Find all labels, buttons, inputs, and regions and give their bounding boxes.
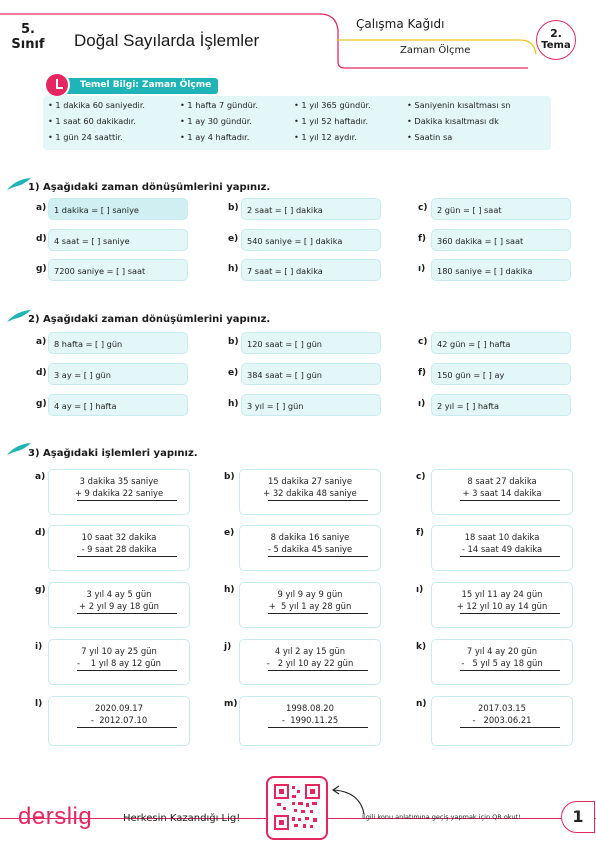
difference-line — [460, 556, 560, 557]
item-label: f) — [416, 528, 425, 538]
conversion-field[interactable]: 7 saat = [ ] dakika — [241, 259, 381, 281]
item-label: k) — [416, 642, 427, 652]
item-label: h) — [224, 585, 235, 595]
item-label: c) — [416, 472, 426, 482]
conversion-field[interactable]: 8 hafta = [ ] gün — [48, 332, 188, 354]
conversion-field[interactable]: 42 gün = [ ] hafta — [431, 332, 571, 354]
operation-box[interactable] — [431, 525, 573, 571]
item-label: d) — [36, 234, 47, 244]
conversion-field[interactable]: 540 saniye = [ ] dakika — [241, 229, 381, 251]
operation-box[interactable] — [48, 696, 190, 746]
operation-box[interactable] — [431, 582, 573, 628]
item-label: ı) — [418, 399, 426, 409]
difference-line — [268, 670, 368, 671]
operand-bottom: - 5 dakika 45 saniye — [267, 544, 353, 554]
conversion-field[interactable]: 120 saat = [ ] gün — [241, 332, 381, 354]
operand-bottom: - 5 yıl 5 ay 18 gün — [461, 658, 543, 668]
operation-box[interactable] — [239, 469, 381, 515]
operation-box[interactable] — [431, 469, 573, 515]
operand-top: 10 saat 32 dakika — [81, 532, 157, 542]
item-label: g) — [36, 264, 47, 274]
item-label: b) — [224, 472, 235, 482]
info-item: • 1 ay 30 gündür. — [180, 116, 252, 126]
sum-line — [77, 500, 177, 501]
clock-icon — [44, 72, 70, 98]
operation-box[interactable] — [431, 696, 573, 746]
item-label: m) — [224, 699, 238, 709]
operand-bottom: - 1 yıl 8 ay 12 gün — [77, 658, 161, 668]
item-label: i) — [35, 642, 43, 652]
topic-label: Zaman Ölçme — [400, 45, 471, 56]
operand-top: 7 yıl 4 ay 20 gün — [466, 646, 538, 656]
conversion-field[interactable]: 2 yıl = [ ] hafta — [431, 394, 571, 416]
difference-line — [77, 670, 177, 671]
operand-bottom: + 9 dakika 22 saniye — [74, 488, 164, 498]
operand-bottom: + 32 dakika 48 saniye — [263, 488, 357, 498]
operand-bottom: - 2012.07.10 — [90, 715, 148, 725]
item-label: e) — [228, 234, 239, 244]
operand-top: 8 saat 27 dakika — [467, 476, 537, 486]
operand-top: 1998.08.20 — [286, 703, 334, 713]
operation-box[interactable] — [431, 639, 573, 685]
sum-line — [460, 613, 560, 614]
tema-badge — [536, 20, 576, 60]
item-label: n) — [416, 699, 427, 709]
conversion-field[interactable]: 1 dakika = [ ] saniye — [48, 198, 188, 220]
operation-box[interactable] — [48, 639, 190, 685]
operation-box[interactable] — [48, 525, 190, 571]
conversion-field[interactable]: 180 saniye = [ ] dakika — [431, 259, 571, 281]
section1-title: 1) Aşağıdaki zaman dönüşümlerini yapınız. — [28, 182, 271, 193]
qr-code[interactable] — [266, 776, 328, 840]
conversion-field[interactable]: 3 yıl = [ ] gün — [241, 394, 381, 416]
operand-bottom: - 9 saat 28 dakika — [81, 544, 157, 554]
info-item: • 1 hafta 7 gündür. — [180, 100, 259, 110]
worksheet-label: Çalışma Kağıdı — [356, 17, 445, 31]
operand-bottom: + 3 saat 14 dakika — [462, 488, 542, 498]
operand-top: 3 dakika 35 saniye — [79, 476, 159, 486]
item-label: f) — [418, 234, 427, 244]
operand-top: 4 yıl 2 ay 15 gün — [274, 646, 346, 656]
item-label: a) — [36, 337, 47, 347]
tema-word: Tema — [541, 40, 571, 51]
item-label: h) — [228, 399, 239, 409]
operation-box[interactable] — [239, 696, 381, 746]
info-heading: Temel Bilgi: Zaman Ölçme — [58, 78, 218, 94]
section3-title: 3) Aşağıdaki işlemleri yapınız. — [28, 448, 198, 459]
operand-bottom: - 2003.06.21 — [472, 715, 532, 725]
operand-top: 15 dakika 27 saniye — [268, 476, 352, 486]
difference-line — [77, 556, 177, 557]
info-item: • 1 ay 4 haftadır. — [180, 132, 250, 142]
grade-number: 5. — [21, 22, 35, 37]
item-label: a) — [35, 472, 46, 482]
qr-note: İlgili konu anlatımına geçiş yapmak için QR okut! — [362, 813, 521, 821]
item-label: d) — [36, 368, 47, 378]
operation-box[interactable] — [48, 582, 190, 628]
info-item: • 1 yıl 52 haftadır. — [294, 116, 369, 126]
conversion-field[interactable]: 4 ay = [ ] hafta — [48, 394, 188, 416]
item-label: c) — [418, 337, 428, 347]
operand-top: 8 dakika 16 saniye — [270, 532, 350, 542]
info-box — [43, 96, 551, 150]
item-label: g) — [36, 399, 47, 409]
info-item: • 1 gün 24 saattir. — [48, 132, 123, 142]
arrow-icon — [330, 784, 366, 816]
info-item: • 1 yıl 12 aydır. — [294, 132, 357, 142]
operand-top: 18 saat 10 dakika — [464, 532, 540, 542]
brand-logo: derslig — [18, 803, 93, 830]
qr-code-icon — [268, 778, 326, 838]
operand-top: 15 yıl 11 ay 24 gün — [461, 589, 543, 599]
sum-line — [268, 613, 368, 614]
conversion-field[interactable]: 4 saat = [ ] saniye — [48, 229, 188, 251]
conversion-field[interactable]: 2 saat = [ ] dakika — [241, 198, 381, 220]
section2-title: 2) Aşağıdaki zaman dönüşümlerini yapınız. — [28, 314, 271, 325]
operand-top: 2020.09.17 — [95, 703, 143, 713]
info-item: • 1 dakika 60 saniyedir. — [48, 100, 146, 110]
difference-line — [460, 670, 560, 671]
operand-top: 2017.03.15 — [478, 703, 526, 713]
tema-number: 2. — [550, 27, 562, 40]
operand-bottom: - 1990.11.25 — [281, 715, 339, 725]
operand-bottom: + 12 yıl 10 ay 14 gün — [456, 601, 548, 611]
page-number: 1 — [561, 801, 595, 833]
item-label: g) — [35, 585, 46, 595]
grade-word: Sınıf — [11, 37, 45, 52]
operand-bottom: + 5 yıl 1 ay 28 gün — [268, 601, 352, 611]
item-label: e) — [228, 368, 239, 378]
sum-line — [268, 500, 368, 501]
item-label: h) — [228, 264, 239, 274]
page-title: Doğal Sayılarda İşlemler — [74, 31, 260, 50]
conversion-field[interactable]: 360 dakika = [ ] saat — [431, 229, 571, 251]
operation-box[interactable] — [239, 639, 381, 685]
info-item: • 1 yıl 365 gündür. — [294, 100, 371, 110]
conversion-field[interactable]: 2 gün = [ ] saat — [431, 198, 571, 220]
operand-bottom: + 2 yıl 9 ay 18 gün — [79, 601, 159, 611]
difference-line — [268, 727, 368, 728]
operand-top: 7 yıl 10 ay 25 gün — [81, 646, 157, 656]
conversion-field[interactable]: 150 gün = [ ] ay — [431, 363, 571, 385]
operand-top: 3 yıl 4 ay 5 gün — [86, 589, 152, 599]
info-item: • 1 saat 60 dakikadır. — [48, 116, 136, 126]
item-label: b) — [228, 337, 239, 347]
item-label: d) — [35, 528, 46, 538]
item-label: j) — [224, 642, 232, 652]
info-item: • Saatin sa — [407, 132, 453, 142]
item-label: ı) — [416, 585, 424, 595]
conversion-field[interactable]: 3 ay = [ ] gün — [48, 363, 188, 385]
difference-line — [77, 727, 177, 728]
item-label: b) — [228, 203, 239, 213]
operation-box[interactable] — [239, 525, 381, 571]
operand-top: 9 yıl 9 ay 9 gün — [277, 589, 343, 599]
conversion-field[interactable]: 7200 saniye = [ ] saat — [48, 259, 188, 281]
difference-line — [268, 556, 368, 557]
item-label: a) — [36, 203, 47, 213]
conversion-field[interactable]: 384 saat = [ ] gün — [241, 363, 381, 385]
item-label: f) — [418, 368, 427, 378]
sum-line — [460, 500, 560, 501]
info-item: • Dakika kısaltması dk — [407, 116, 499, 126]
grade-badge — [8, 22, 48, 52]
item-label: l) — [35, 699, 43, 709]
operation-box[interactable] — [48, 469, 190, 515]
item-label: c) — [418, 203, 428, 213]
operand-bottom: - 14 saat 49 dakika — [461, 544, 543, 554]
slogan: Herkesin Kazandığı Lig! — [123, 813, 241, 824]
operand-bottom: - 2 yıl 10 ay 22 gün — [266, 658, 354, 668]
item-label: e) — [224, 528, 235, 538]
difference-line — [460, 727, 560, 728]
operation-box[interactable] — [239, 582, 381, 628]
info-item: • Saniyenin kısaltması sn — [407, 100, 511, 110]
sum-line — [77, 613, 177, 614]
item-label: ı) — [418, 264, 426, 274]
